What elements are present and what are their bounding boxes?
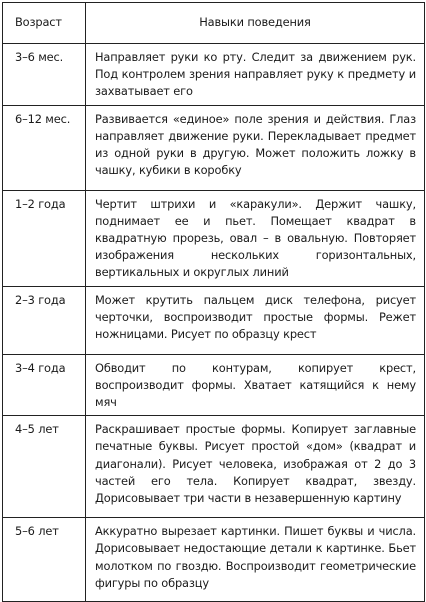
age-cell: 3–4 года — [3, 354, 86, 416]
skills-cell: Аккуратно вырезает картинки. Пишет буквы и числа. Дорисовывает недостающие детали к картинке. Бьет молотком по гвоздю. Воспроизводит геометрические фигуры по образцу — [86, 518, 425, 602]
skills-cell: Развивается «единое» поле зрения и действия. Глаз направляет движение руки. Перекладывает предмет из одной руки в другую. Может положить ложку в чашку, кубики в коробку — [86, 105, 425, 190]
skills-cell: Чертит штрихи и «каракули». Держит чашку, поднимает ее и пьет. Помещает квадрат в квадратную прорезь, овал – в овальную. Повторяет изображения нескольких горизонтальных, вертикальных и округлых линий — [86, 190, 425, 286]
age-cell: 6–12 мес. — [3, 105, 86, 190]
development-table — [2, 2, 425, 602]
table-row — [3, 286, 425, 354]
skills-cell: Направляет руки ко рту. Следит за движением рук. Под контролем зрения направляет руку к предмету и захватывает его — [86, 44, 425, 106]
table-row — [3, 416, 425, 518]
table-header-row — [3, 3, 425, 44]
skills-cell: Раскрашивает простые формы. Копирует заглавные печатные буквы. Рисует простой «дом» (квадрат и диагонали). Рисует человека, изображая от 2 до 3 частей его тела. Копирует квадрат, звезду. Дорисовывает три части в незавершенную картину — [86, 416, 425, 518]
table-row — [3, 354, 425, 416]
age-cell: 4–5 лет — [3, 416, 86, 518]
table-row — [3, 44, 425, 106]
age-cell: 5–6 лет — [3, 518, 86, 602]
age-cell: 3–6 мес. — [3, 44, 86, 106]
header-skills: Навыки поведения — [86, 3, 425, 44]
table-row — [3, 518, 425, 602]
skills-cell: Обводит по контурам, копирует крест, воспроизводит формы. Хватает катящийся к нему мяч — [86, 354, 425, 416]
age-cell: 1–2 года — [3, 190, 86, 286]
table-row — [3, 190, 425, 286]
table-row — [3, 105, 425, 190]
age-cell: 2–3 года — [3, 286, 86, 354]
header-age: Возраст — [3, 3, 86, 44]
skills-cell: Может крутить пальцем диск телефона, рисует черточки, воспроизводит простые формы. Режет ножницами. Рисует по образцу крест — [86, 286, 425, 354]
